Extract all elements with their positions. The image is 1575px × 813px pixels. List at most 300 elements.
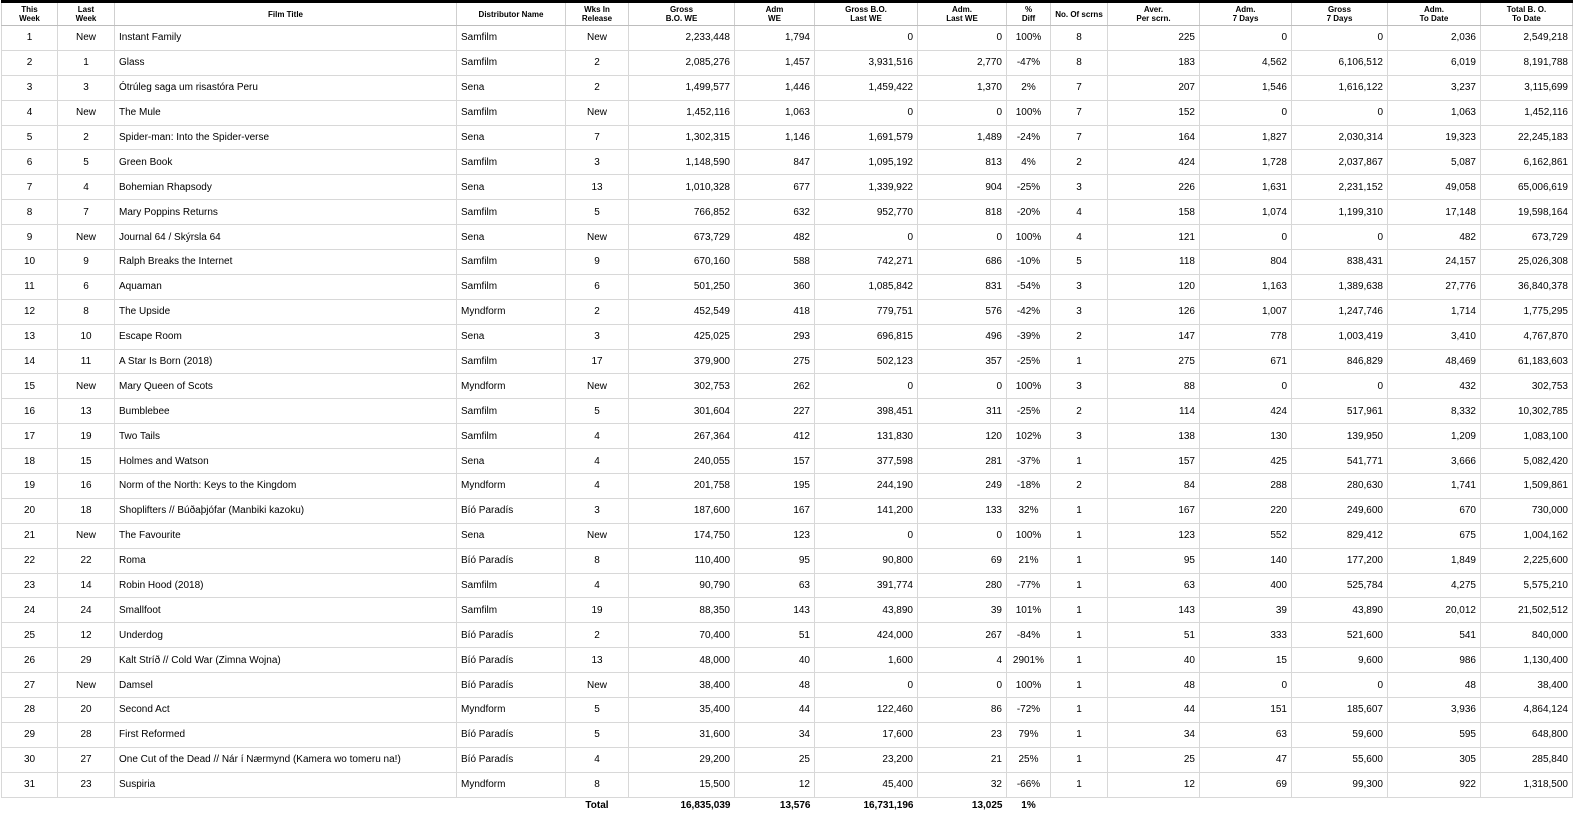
cell-this-week: 15 — [2, 374, 58, 399]
header-line: % — [1024, 5, 1033, 14]
cell-total-bo-to-date: 21,502,512 — [1481, 598, 1573, 623]
cell-distributor-name: Sena — [457, 225, 566, 250]
cell-adm-we: 195 — [735, 474, 815, 499]
cell-adm-last-we: 818 — [918, 200, 1007, 225]
cell-distributor-name: Myndform — [457, 698, 566, 723]
cell-adm-we: 418 — [735, 299, 815, 324]
cell-aver-per-screen: 225 — [1108, 26, 1200, 51]
header-line: This — [21, 5, 38, 14]
cell-last-week: 29 — [58, 648, 115, 673]
cell-pct-diff: -20% — [1007, 200, 1051, 225]
cell-no-of-screens: 5 — [1051, 250, 1108, 275]
cell-no-of-screens: 3 — [1051, 175, 1108, 200]
cell-adm-last-we: 0 — [918, 673, 1007, 698]
cell-this-week: 21 — [2, 523, 58, 548]
cell-pct-diff: -25% — [1007, 349, 1051, 374]
cell-gross-bo-last-we: 122,460 — [815, 698, 918, 723]
cell-adm-we: 262 — [735, 374, 815, 399]
cell-aver-per-screen: 126 — [1108, 299, 1200, 324]
cell-distributor-name: Bíó Paradís — [457, 722, 566, 747]
header-this-week — [2, 2, 58, 26]
cell-last-week: 16 — [58, 474, 115, 499]
cell-film-title: The Upside — [115, 299, 457, 324]
cell-last-week: 12 — [58, 623, 115, 648]
cell-wks-in-release: 2 — [566, 623, 629, 648]
cell-total-bo-to-date: 1,130,400 — [1481, 648, 1573, 673]
table-row — [2, 175, 1573, 200]
header-line: Adm. — [1424, 5, 1444, 14]
cell-adm-last-we: 86 — [918, 698, 1007, 723]
cell-aver-per-screen: 40 — [1108, 648, 1200, 673]
cell-wks-in-release: 5 — [566, 698, 629, 723]
cell-last-week: 4 — [58, 175, 115, 200]
cell-film-title: Mary Queen of Scots — [115, 374, 457, 399]
cell-adm-7-days: 778 — [1200, 324, 1292, 349]
cell-film-title: Norm of the North: Keys to the Kingdom — [115, 474, 457, 499]
cell-aver-per-screen: 84 — [1108, 474, 1200, 499]
cell-last-week: 22 — [58, 548, 115, 573]
header-line: Week — [75, 14, 97, 23]
cell-gross-bo-we: 2,085,276 — [629, 50, 735, 75]
cell-gross-7-days: 55,600 — [1292, 747, 1388, 772]
cell-adm-last-we: 281 — [918, 449, 1007, 474]
cell-pct-diff: 100% — [1007, 523, 1051, 548]
cell-this-week: 9 — [2, 225, 58, 250]
header-adm-we — [735, 2, 815, 26]
cell-aver-per-screen: 48 — [1108, 673, 1200, 698]
cell-pct-diff: 102% — [1007, 424, 1051, 449]
cell-no-of-screens: 3 — [1051, 424, 1108, 449]
cell-adm-last-we: 1,370 — [918, 75, 1007, 100]
cell-film-title: Instant Family — [115, 26, 457, 51]
cell-this-week: 20 — [2, 498, 58, 523]
cell-adm-to-date: 432 — [1388, 374, 1481, 399]
header-line: No. Of scrns — [1055, 9, 1103, 19]
cell-no-of-screens: 1 — [1051, 698, 1108, 723]
cell-pct-diff: 2% — [1007, 75, 1051, 100]
cell-pct-diff: -84% — [1007, 623, 1051, 648]
header-line: 7 Days — [1232, 14, 1259, 23]
cell-aver-per-screen: 157 — [1108, 449, 1200, 474]
cell-adm-last-we: 686 — [918, 250, 1007, 275]
cell-wks-in-release: 4 — [566, 573, 629, 598]
header-last-week — [58, 2, 115, 26]
cell-wks-in-release: 4 — [566, 449, 629, 474]
cell-aver-per-screen: 44 — [1108, 698, 1200, 723]
cell-adm-7-days: 1,728 — [1200, 150, 1292, 175]
cell-this-week: 10 — [2, 250, 58, 275]
cell-no-of-screens: 1 — [1051, 722, 1108, 747]
cell-no-of-screens: 1 — [1051, 449, 1108, 474]
cell-gross-7-days: 9,600 — [1292, 648, 1388, 673]
cell-wks-in-release: 2 — [566, 75, 629, 100]
cell-adm-7-days: 220 — [1200, 498, 1292, 523]
cell-adm-to-date: 3,410 — [1388, 324, 1481, 349]
cell-adm-we: 1,794 — [735, 26, 815, 51]
cell-gross-bo-last-we: 0 — [815, 523, 918, 548]
cell-last-week: 19 — [58, 424, 115, 449]
header-line: Aver. — [1143, 5, 1164, 14]
table-row — [2, 225, 1573, 250]
cell-adm-last-we: 0 — [918, 225, 1007, 250]
cell-gross-bo-we: 38,400 — [629, 673, 735, 698]
cell-no-of-screens: 1 — [1051, 573, 1108, 598]
cell-adm-7-days: 63 — [1200, 722, 1292, 747]
cell-adm-to-date: 3,936 — [1388, 698, 1481, 723]
cell-adm-7-days: 425 — [1200, 449, 1292, 474]
cell-gross-bo-last-we: 0 — [815, 374, 918, 399]
cell-adm-7-days: 1,546 — [1200, 75, 1292, 100]
cell-gross-7-days: 1,199,310 — [1292, 200, 1388, 225]
cell-wks-in-release: New — [566, 225, 629, 250]
cell-aver-per-screen: 167 — [1108, 498, 1200, 523]
table-row — [2, 374, 1573, 399]
table-row — [2, 623, 1573, 648]
cell-gross-bo-last-we: 244,190 — [815, 474, 918, 499]
cell-distributor-name: Sena — [457, 523, 566, 548]
cell-gross-7-days: 525,784 — [1292, 573, 1388, 598]
cell-wks-in-release: 17 — [566, 349, 629, 374]
cell-adm-to-date: 482 — [1388, 225, 1481, 250]
cell-adm-7-days: 671 — [1200, 349, 1292, 374]
cell-film-title: Shoplifters // Búðaþjófar (Manbiki kazoku) — [115, 498, 457, 523]
cell-pct-diff: 4% — [1007, 150, 1051, 175]
cell-aver-per-screen: 51 — [1108, 623, 1200, 648]
cell-this-week: 16 — [2, 399, 58, 424]
cell-gross-bo-we: 90,790 — [629, 573, 735, 598]
cell-adm-7-days: 1,827 — [1200, 125, 1292, 150]
cell-no-of-screens: 8 — [1051, 50, 1108, 75]
cell-no-of-screens: 2 — [1051, 399, 1108, 424]
cell-aver-per-screen: 147 — [1108, 324, 1200, 349]
cell-no-of-screens: 3 — [1051, 299, 1108, 324]
cell-gross-bo-last-we: 398,451 — [815, 399, 918, 424]
cell-wks-in-release: 3 — [566, 150, 629, 175]
cell-wks-in-release: 13 — [566, 648, 629, 673]
cell-pct-diff: -66% — [1007, 772, 1051, 797]
cell-gross-bo-last-we: 0 — [815, 100, 918, 125]
header-total-bo-to-date — [1481, 2, 1573, 26]
cell-adm-7-days: 15 — [1200, 648, 1292, 673]
cell-film-title: Holmes and Watson — [115, 449, 457, 474]
header-aver-per-screen — [1108, 2, 1200, 26]
cell-total-bo-to-date: 1,509,861 — [1481, 474, 1573, 499]
cell-pct-diff: 25% — [1007, 747, 1051, 772]
cell-this-week: 24 — [2, 598, 58, 623]
cell-adm-we: 51 — [735, 623, 815, 648]
cell-adm-last-we: 4 — [918, 648, 1007, 673]
cell-adm-we: 95 — [735, 548, 815, 573]
header-gross-bo-we — [629, 2, 735, 26]
table-row — [2, 523, 1573, 548]
cell-last-week: 20 — [58, 698, 115, 723]
cell-adm-to-date: 305 — [1388, 747, 1481, 772]
cell-gross-bo-last-we: 391,774 — [815, 573, 918, 598]
cell-gross-7-days: 249,600 — [1292, 498, 1388, 523]
cell-last-week: 8 — [58, 299, 115, 324]
cell-distributor-name: Bíó Paradís — [457, 673, 566, 698]
cell-pct-diff: -37% — [1007, 449, 1051, 474]
cell-gross-bo-we: 35,400 — [629, 698, 735, 723]
cell-this-week: 25 — [2, 623, 58, 648]
header-line: Release — [581, 14, 613, 23]
cell-adm-last-we: 39 — [918, 598, 1007, 623]
cell-film-title: Spider-man: Into the Spider-verse — [115, 125, 457, 150]
header-line: WE — [768, 14, 781, 23]
cell-gross-bo-we: 301,604 — [629, 399, 735, 424]
cell-pct-diff: 79% — [1007, 722, 1051, 747]
cell-gross-7-days: 99,300 — [1292, 772, 1388, 797]
cell-aver-per-screen: 12 — [1108, 772, 1200, 797]
table-row — [2, 474, 1573, 499]
cell-adm-we: 157 — [735, 449, 815, 474]
cell-last-week: 24 — [58, 598, 115, 623]
cell-film-title: Second Act — [115, 698, 457, 723]
cell-film-title: Glass — [115, 50, 457, 75]
cell-adm-to-date: 541 — [1388, 623, 1481, 648]
cell-gross-bo-last-we: 1,459,422 — [815, 75, 918, 100]
cell-pct-diff: -77% — [1007, 573, 1051, 598]
table-row — [2, 648, 1573, 673]
cell-gross-bo-last-we: 0 — [815, 26, 918, 51]
cell-gross-bo-we: 267,364 — [629, 424, 735, 449]
cell-gross-7-days: 0 — [1292, 673, 1388, 698]
cell-pct-diff: 100% — [1007, 26, 1051, 51]
cell-adm-to-date: 670 — [1388, 498, 1481, 523]
cell-aver-per-screen: 207 — [1108, 75, 1200, 100]
cell-adm-to-date: 8,332 — [1388, 399, 1481, 424]
table-header — [2, 2, 1573, 26]
cell-adm-7-days: 1,163 — [1200, 274, 1292, 299]
cell-wks-in-release: 6 — [566, 274, 629, 299]
header-line: Last — [77, 5, 95, 14]
cell-adm-we: 482 — [735, 225, 815, 250]
cell-adm-we: 44 — [735, 698, 815, 723]
cell-this-week: 5 — [2, 125, 58, 150]
cell-pct-diff: -42% — [1007, 299, 1051, 324]
cell-adm-we: 677 — [735, 175, 815, 200]
header-line: Adm. — [1235, 5, 1256, 14]
cell-this-week: 4 — [2, 100, 58, 125]
cell-adm-we: 1,457 — [735, 50, 815, 75]
header-line: Gross — [669, 5, 694, 14]
table-row — [2, 747, 1573, 772]
cell-aver-per-screen: 138 — [1108, 424, 1200, 449]
header-line: B.O. WE — [665, 14, 698, 23]
cell-distributor-name: Samfilm — [457, 26, 566, 51]
cell-this-week: 6 — [2, 150, 58, 175]
cell-total-bo-to-date: 1,452,116 — [1481, 100, 1573, 125]
cell-aver-per-screen: 123 — [1108, 523, 1200, 548]
cell-this-week: 28 — [2, 698, 58, 723]
cell-adm-7-days: 47 — [1200, 747, 1292, 772]
cell-aver-per-screen: 158 — [1108, 200, 1200, 225]
cell-adm-7-days: 288 — [1200, 474, 1292, 499]
cell-adm-7-days: 424 — [1200, 399, 1292, 424]
cell-gross-bo-last-we: 1,095,192 — [815, 150, 918, 175]
cell-adm-to-date: 2,036 — [1388, 26, 1481, 51]
table-row — [2, 50, 1573, 75]
cell-gross-7-days: 2,030,314 — [1292, 125, 1388, 150]
cell-gross-bo-last-we: 0 — [815, 673, 918, 698]
table-row — [2, 424, 1573, 449]
cell-adm-to-date: 1,063 — [1388, 100, 1481, 125]
cell-aver-per-screen: 120 — [1108, 274, 1200, 299]
cell-adm-7-days: 0 — [1200, 225, 1292, 250]
cell-adm-7-days: 151 — [1200, 698, 1292, 723]
cell-gross-bo-last-we: 424,000 — [815, 623, 918, 648]
cell-gross-7-days: 541,771 — [1292, 449, 1388, 474]
cell-adm-we: 167 — [735, 498, 815, 523]
cell-distributor-name: Sena — [457, 125, 566, 150]
cell-wks-in-release: 5 — [566, 722, 629, 747]
cell-distributor-name: Bíó Paradís — [457, 623, 566, 648]
cell-wks-in-release: 3 — [566, 498, 629, 523]
cell-no-of-screens: 1 — [1051, 648, 1108, 673]
cell-gross-7-days: 6,106,512 — [1292, 50, 1388, 75]
cell-no-of-screens: 1 — [1051, 548, 1108, 573]
table-row — [2, 399, 1573, 424]
cell-gross-bo-last-we: 502,123 — [815, 349, 918, 374]
cell-film-title: One Cut of the Dead // Nár í Nærmynd (Kamera wo tomeru na!) — [115, 747, 457, 772]
cell-pct-diff: -10% — [1007, 250, 1051, 275]
header-adm-to-date — [1388, 2, 1481, 26]
cell-adm-last-we: 133 — [918, 498, 1007, 523]
table-row — [2, 498, 1573, 523]
cell-pct-diff: 100% — [1007, 100, 1051, 125]
table-row — [2, 772, 1573, 797]
cell-this-week: 29 — [2, 722, 58, 747]
cell-adm-we: 588 — [735, 250, 815, 275]
cell-adm-to-date: 1,209 — [1388, 424, 1481, 449]
cell-total-bo-to-date: 1,318,500 — [1481, 772, 1573, 797]
cell-this-week: 13 — [2, 324, 58, 349]
cell-gross-bo-we: 670,160 — [629, 250, 735, 275]
cell-total-bo-to-date: 38,400 — [1481, 673, 1573, 698]
cell-distributor-name: Bíó Paradís — [457, 498, 566, 523]
cell-gross-bo-we: 452,549 — [629, 299, 735, 324]
cell-this-week: 17 — [2, 424, 58, 449]
cell-adm-last-we: 280 — [918, 573, 1007, 598]
cell-film-title: Suspiria — [115, 772, 457, 797]
cell-adm-to-date: 1,714 — [1388, 299, 1481, 324]
cell-total-bo-to-date: 730,000 — [1481, 498, 1573, 523]
table-row — [2, 548, 1573, 573]
cell-film-title: Robin Hood (2018) — [115, 573, 457, 598]
cell-wks-in-release: New — [566, 673, 629, 698]
cell-pct-diff: 21% — [1007, 548, 1051, 573]
header-line: Adm. — [952, 5, 972, 14]
cell-adm-we: 275 — [735, 349, 815, 374]
cell-total-bo-to-date: 6,162,861 — [1481, 150, 1573, 175]
cell-last-week: 9 — [58, 250, 115, 275]
cell-gross-7-days: 517,961 — [1292, 399, 1388, 424]
cell-this-week: 26 — [2, 648, 58, 673]
header-line: Wks In — [584, 5, 610, 14]
cell-adm-we: 1,063 — [735, 100, 815, 125]
table-row — [2, 449, 1573, 474]
cell-adm-we: 227 — [735, 399, 815, 424]
cell-last-week: New — [58, 100, 115, 125]
cell-last-week: 3 — [58, 75, 115, 100]
cell-total-bo-to-date: 10,302,785 — [1481, 399, 1573, 424]
totals-label: Total — [585, 799, 609, 811]
cell-gross-7-days: 846,829 — [1292, 349, 1388, 374]
cell-gross-7-days: 1,247,746 — [1292, 299, 1388, 324]
cell-last-week: New — [58, 26, 115, 51]
cell-adm-7-days: 333 — [1200, 623, 1292, 648]
cell-total-bo-to-date: 1,083,100 — [1481, 424, 1573, 449]
cell-adm-we: 40 — [735, 648, 815, 673]
cell-gross-bo-we: 2,233,448 — [629, 26, 735, 51]
cell-gross-bo-we: 1,010,328 — [629, 175, 735, 200]
cell-distributor-name: Myndform — [457, 299, 566, 324]
cell-distributor-name: Samfilm — [457, 424, 566, 449]
cell-gross-7-days: 280,630 — [1292, 474, 1388, 499]
header-line: Gross B.O. — [845, 5, 887, 14]
cell-gross-bo-last-we: 17,600 — [815, 722, 918, 747]
cell-pct-diff: 100% — [1007, 225, 1051, 250]
cell-gross-bo-last-we: 952,770 — [815, 200, 918, 225]
cell-gross-7-days: 2,231,152 — [1292, 175, 1388, 200]
cell-aver-per-screen: 226 — [1108, 175, 1200, 200]
cell-gross-bo-last-we: 3,931,516 — [815, 50, 918, 75]
header-line: Adm — [765, 5, 784, 14]
cell-wks-in-release: New — [566, 374, 629, 399]
cell-no-of-screens: 2 — [1051, 150, 1108, 175]
cell-no-of-screens: 4 — [1051, 200, 1108, 225]
table-row — [2, 722, 1573, 747]
table-row — [2, 75, 1573, 100]
cell-this-week: 12 — [2, 299, 58, 324]
cell-film-title: Bumblebee — [115, 399, 457, 424]
header-film-title — [115, 2, 457, 26]
cell-film-title: A Star Is Born (2018) — [115, 349, 457, 374]
table-row — [2, 673, 1573, 698]
header-line: Week — [19, 14, 40, 23]
cell-last-week: 5 — [58, 150, 115, 175]
cell-distributor-name: Samfilm — [457, 399, 566, 424]
cell-gross-bo-last-we: 377,598 — [815, 449, 918, 474]
cell-adm-we: 143 — [735, 598, 815, 623]
cell-this-week: 22 — [2, 548, 58, 573]
cell-pct-diff: -25% — [1007, 399, 1051, 424]
cell-aver-per-screen: 152 — [1108, 100, 1200, 125]
totals-adm-last-we: 13,025 — [971, 799, 1003, 811]
header-line: Last WE — [946, 14, 978, 23]
cell-gross-bo-we: 240,055 — [629, 449, 735, 474]
cell-total-bo-to-date: 25,026,308 — [1481, 250, 1573, 275]
cell-no-of-screens: 7 — [1051, 75, 1108, 100]
cell-distributor-name: Bíó Paradís — [457, 648, 566, 673]
cell-film-title: Mary Poppins Returns — [115, 200, 457, 225]
cell-distributor-name: Myndform — [457, 374, 566, 399]
cell-no-of-screens: 1 — [1051, 772, 1108, 797]
cell-adm-to-date: 20,012 — [1388, 598, 1481, 623]
cell-wks-in-release: 13 — [566, 175, 629, 200]
cell-gross-7-days: 521,600 — [1292, 623, 1388, 648]
cell-no-of-screens: 1 — [1051, 673, 1108, 698]
cell-distributor-name: Samfilm — [457, 150, 566, 175]
cell-this-week: 8 — [2, 200, 58, 225]
cell-adm-last-we: 2,770 — [918, 50, 1007, 75]
cell-adm-last-we: 0 — [918, 26, 1007, 51]
cell-aver-per-screen: 63 — [1108, 573, 1200, 598]
cell-gross-bo-we: 70,400 — [629, 623, 735, 648]
cell-total-bo-to-date: 5,082,420 — [1481, 449, 1573, 474]
header-pct-diff — [1007, 2, 1051, 26]
cell-film-title: Aquaman — [115, 274, 457, 299]
